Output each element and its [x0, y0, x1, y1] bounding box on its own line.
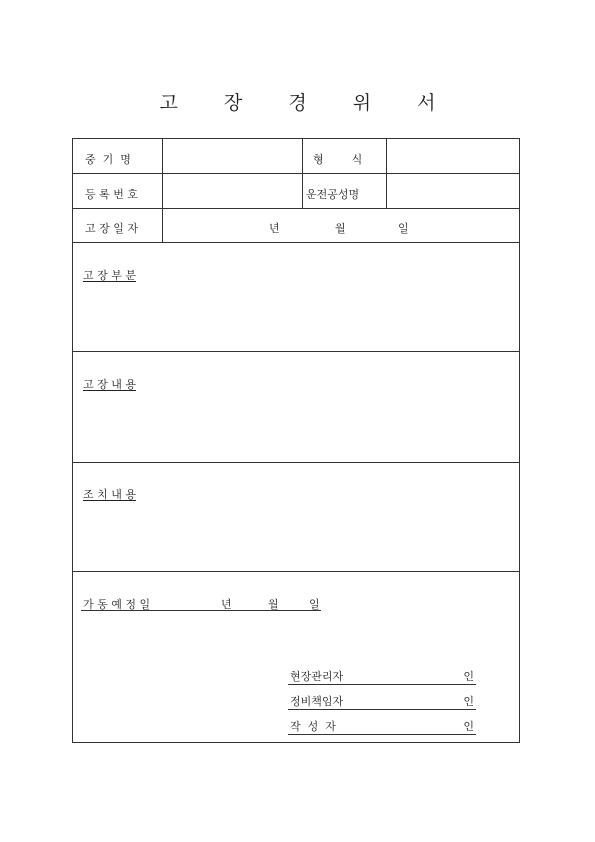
column-divider — [162, 139, 163, 242]
model-field[interactable] — [388, 140, 518, 172]
failure-detail-label: 고 장 내 용 — [83, 378, 136, 391]
signature-author[interactable] — [288, 718, 476, 735]
row-divider — [73, 351, 519, 352]
row-divider — [73, 208, 519, 209]
signature-role: 작 성 자 — [290, 720, 336, 733]
signature-maintenance-manager[interactable] — [288, 693, 476, 710]
row-divider — [73, 242, 519, 243]
row-divider — [73, 173, 519, 174]
document-title: 고 장 경 위 서 — [159, 92, 456, 114]
failure-detail-field[interactable] — [75, 394, 519, 460]
report-form — [72, 138, 520, 743]
row-divider — [73, 462, 519, 463]
failure-part-label: 고 장 부 분 — [83, 269, 136, 282]
failure-part-field[interactable] — [75, 285, 519, 349]
column-divider — [302, 139, 303, 208]
seal-mark: 인 — [463, 695, 474, 708]
seal-mark: 인 — [463, 720, 474, 733]
restart-date-month: 월 — [268, 598, 279, 611]
failure-date-month: 월 — [335, 222, 346, 235]
equipment-name-field[interactable] — [164, 140, 301, 172]
equipment-name-label: 중 기 명 — [85, 153, 131, 166]
restart-date-year: 년 — [221, 598, 232, 611]
row-divider — [73, 571, 519, 572]
signature-role: 정비책임자 — [290, 695, 344, 708]
restart-date-label: 가 동 예 정 일 — [83, 598, 151, 611]
failure-date-label: 고 장 일 자 — [85, 222, 138, 235]
restart-date-day: 일 — [309, 598, 320, 611]
registration-no-field[interactable] — [164, 175, 301, 207]
action-taken-field[interactable] — [75, 504, 519, 569]
failure-date-year: 년 — [269, 222, 280, 235]
operator-name-field[interactable] — [388, 175, 518, 207]
signature-role: 현장관리자 — [290, 670, 344, 683]
operator-name-label: 운전공성명 — [306, 188, 360, 201]
registration-no-label: 등 록 번 호 — [85, 188, 138, 201]
model-label: 형 식 — [313, 153, 363, 166]
column-divider — [386, 139, 387, 208]
seal-mark: 인 — [463, 670, 474, 683]
signature-site-manager[interactable] — [288, 668, 476, 685]
failure-date-day: 일 — [398, 222, 409, 235]
action-taken-label: 조 치 내 용 — [83, 488, 136, 501]
